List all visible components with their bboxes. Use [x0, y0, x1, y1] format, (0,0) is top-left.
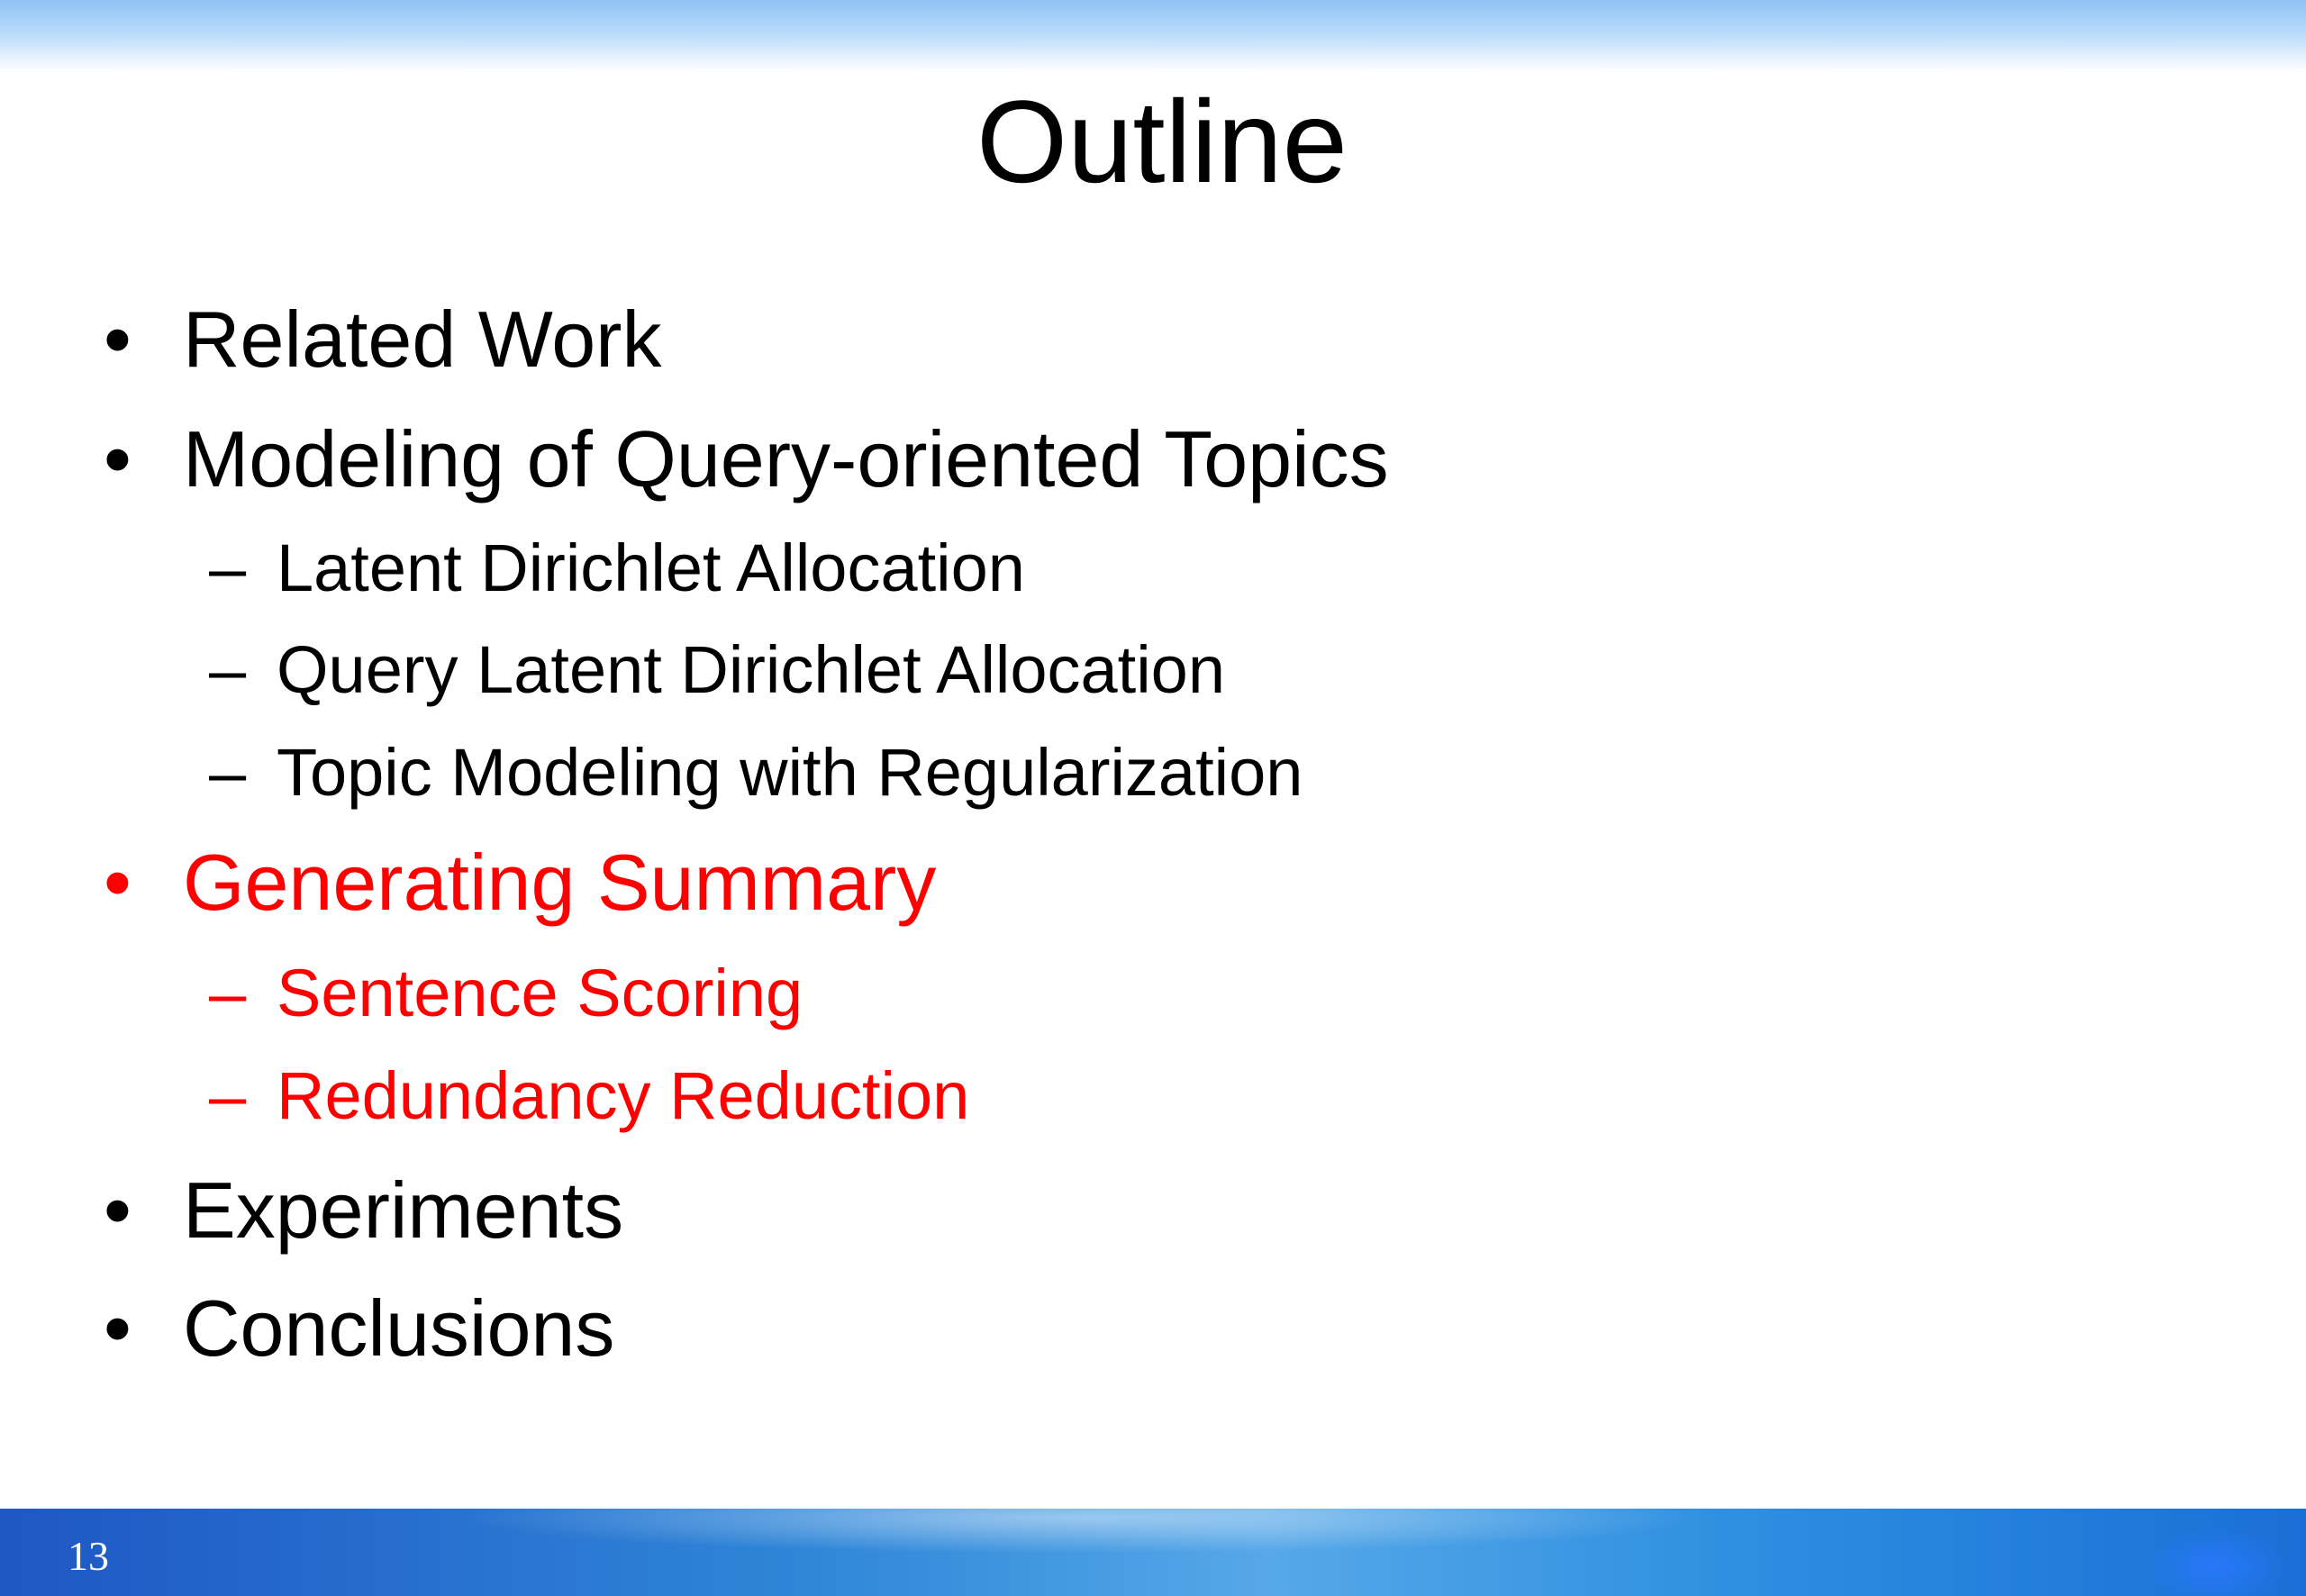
slide-title: Outline: [976, 76, 1348, 207]
outline-subitem-label: Latent Dirichlet Allocation: [277, 530, 1025, 605]
outline-item-label: Experiments: [183, 1165, 624, 1255]
outline-item-label: Conclusions: [183, 1283, 615, 1373]
dash-marker: –: [209, 735, 247, 810]
outline-item-related-work: [104, 295, 662, 385]
outline-item-conclusions: [104, 1283, 615, 1374]
outline-item-label: Modeling of Query-oriented Topics: [183, 414, 1389, 503]
dash-marker: –: [209, 530, 247, 605]
outline-item-modeling-topics: [104, 414, 1389, 504]
outline-item-generating-summary: [104, 838, 937, 928]
outline-subitem-label: Topic Modeling with Regularization: [277, 735, 1303, 810]
outline-subitem-qlda: [209, 631, 1225, 709]
dash-marker: –: [209, 956, 247, 1030]
outline-subitem-label: Query Latent Dirichlet Allocation: [277, 632, 1225, 707]
outline-subitem-label: Redundancy Reduction: [277, 1058, 970, 1133]
bullet-marker: •: [104, 414, 132, 503]
bullet-marker: •: [104, 1165, 132, 1255]
slide-number: 13: [68, 1533, 109, 1579]
outline-subitem-regularization: [209, 734, 1303, 812]
footer-gradient-band: [0, 1509, 2306, 1596]
bullet-marker: •: [104, 1283, 132, 1373]
footer-shine-decoration: [450, 1509, 1711, 1554]
outline-subitem-label: Sentence Scoring: [277, 956, 803, 1030]
outline-item-label: Related Work: [183, 295, 662, 384]
outline-item-experiments: [104, 1165, 624, 1256]
dash-marker: –: [209, 1058, 247, 1133]
bullet-marker: •: [104, 838, 132, 927]
footer-glow-decoration: [2144, 1527, 2288, 1596]
outline-subitem-redundancy-reduction: [209, 1057, 970, 1135]
outline-subitem-lda: [209, 530, 1025, 607]
dash-marker: –: [209, 632, 247, 707]
outline-subitem-sentence-scoring: [209, 955, 803, 1032]
outline-item-label: Generating Summary: [183, 838, 937, 927]
bullet-marker: •: [104, 295, 132, 384]
